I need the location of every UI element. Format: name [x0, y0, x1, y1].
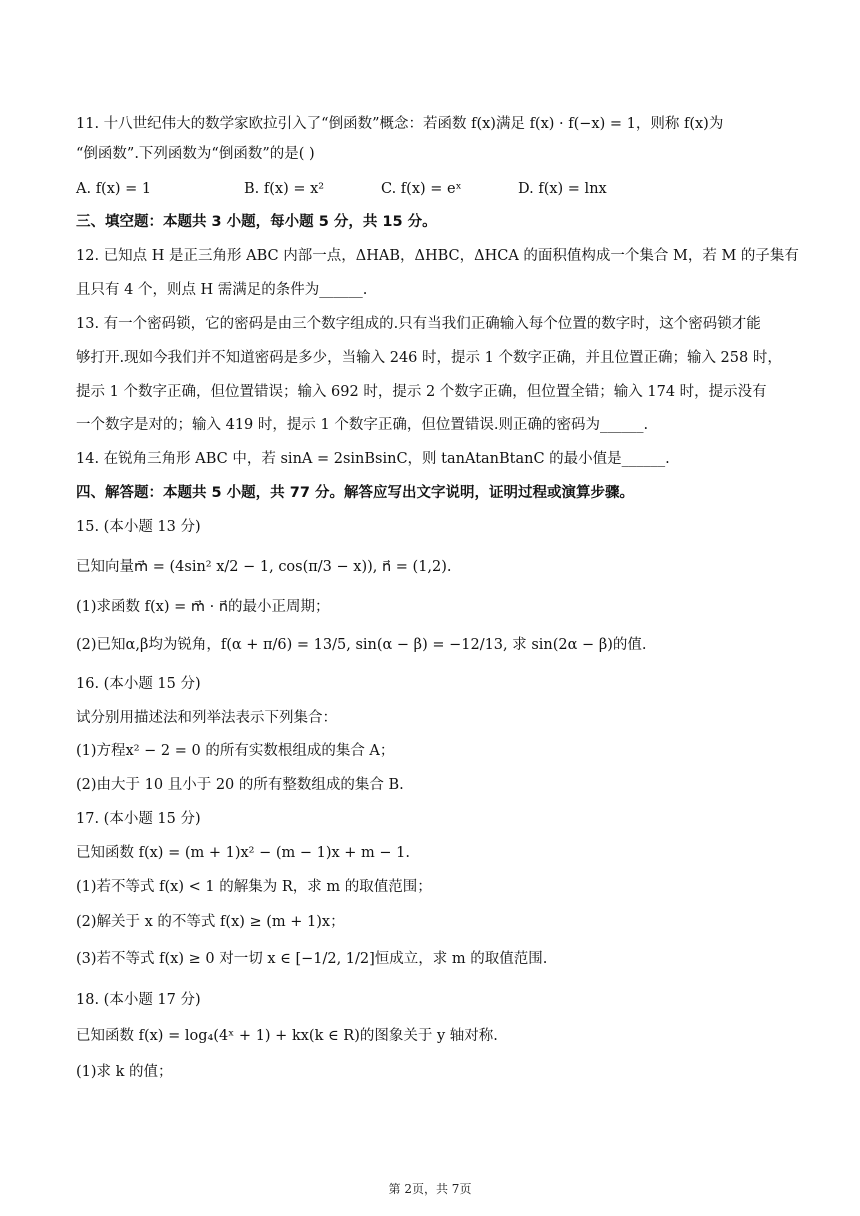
- question-14: 14. 在锐角三角形 ABC 中，若 sinA = 2sinBsinC，则 tanAtanBtanC 的最小值是______.: [76, 451, 670, 467]
- question-17-line-4: (3)若不等式 f(x) ≥ 0 对一切 x ∈ [−1/2, 1/2]恒成立，求 m 的取值范围.: [76, 951, 548, 967]
- question-15-line-2: (1)求函数 f(x) = m⃗ · n⃗的最小正周期；: [76, 599, 330, 615]
- question-17-line-2: (1)若不等式 f(x) < 1 的解集为 R，求 m 的取值范围；: [76, 879, 432, 895]
- option-d: D. f(x) = lnx: [518, 181, 607, 197]
- question-13-line-3: 提示 1 个数字正确，但位置错误；输入 692 时，提示 2 个数字正确，但位置全错；输入 174 时，提示没有: [76, 384, 767, 400]
- question-17-line-1: 已知函数 f(x) = (m + 1)x² − (m − 1)x + m − 1.: [76, 845, 411, 861]
- question-15-line-3: (2)已知α,β均为锐角，f(α + π/6) = 13/5, sin(α − β) = −12/13, 求 sin(2α − β)的值.: [76, 637, 647, 653]
- question-12-line-1: 12. 已知点 H 是正三角形 ABC 内部一点，ΔHAB，ΔHBC，ΔHCA 的面积值构成一个集合 M，若 M 的子集有: [76, 248, 799, 264]
- question-18-line-2: (1)求 k 的值；: [76, 1064, 173, 1080]
- option-a: A. f(x) = 1: [76, 181, 152, 197]
- question-17-header: 17. (本小题 15 分): [76, 811, 201, 827]
- question-11-options: [76, 178, 784, 200]
- question-13-line-4: 一个数字是对的；输入 419 时，提示 1 个数字正确，但位置错误.则正确的密码为______.: [76, 417, 649, 433]
- question-17-line-3: (2)解关于 x 的不等式 f(x) ≥ (m + 1)x；: [76, 914, 345, 930]
- question-13-line-1: 13. 有一个密码锁，它的密码是由三个数字组成的.只有当我们正确输入每个位置的数字时，这个密码锁才能: [76, 316, 761, 332]
- question-16-line-3: (2)由大于 10 且小于 20 的所有整数组成的集合 B.: [76, 777, 404, 793]
- page-footer: 第 2页，共 7页: [388, 1182, 472, 1196]
- section-3-heading: 三、填空题：本题共 3 小题，每小题 5 分，共 15 分。: [76, 214, 437, 230]
- question-18-header: 18. (本小题 17 分): [76, 992, 201, 1008]
- question-18-line-1: 已知函数 f(x) = log₄(4ˣ + 1) + kx(k ∈ R)的图象关于 y 轴对称.: [76, 1028, 498, 1044]
- question-16-line-2: (1)方程x² − 2 = 0 的所有实数根组成的集合 A；: [76, 743, 395, 759]
- option-b: B. f(x) = x²: [244, 181, 325, 197]
- option-c: C. f(x) = eˣ: [381, 181, 462, 197]
- question-16-line-1: 试分别用描述法和列举法表示下列集合：: [76, 710, 337, 726]
- question-16-header: 16. (本小题 15 分): [76, 676, 201, 692]
- question-15-header: 15. (本小题 13 分): [76, 519, 201, 535]
- section-4-heading: 四、解答题：本题共 5 小题，共 77 分。解答应写出文字说明，证明过程或演算步骤。: [76, 485, 634, 501]
- question-15-line-1: 已知向量m⃗ = (4sin² x/2 − 1, cos(π/3 − x)), n⃗ = (1,2).: [76, 559, 452, 575]
- question-11-line-1: 11. 十八世纪伟大的数学家欧拉引入了“倒函数”概念：若函数 f(x)满足 f(x) · f(−x) = 1，则称 f(x)为: [76, 116, 724, 132]
- question-12-line-2: 且只有 4 个，则点 H 需满足的条件为______.: [76, 282, 368, 298]
- question-13-line-2: 够打开.现如今我们并不知道密码是多少，当输入 246 时，提示 1 个数字正确，并且位置正确；输入 258 时，: [76, 350, 782, 366]
- question-11-line-2: “倒函数”.下列函数为“倒函数”的是( ): [76, 146, 315, 162]
